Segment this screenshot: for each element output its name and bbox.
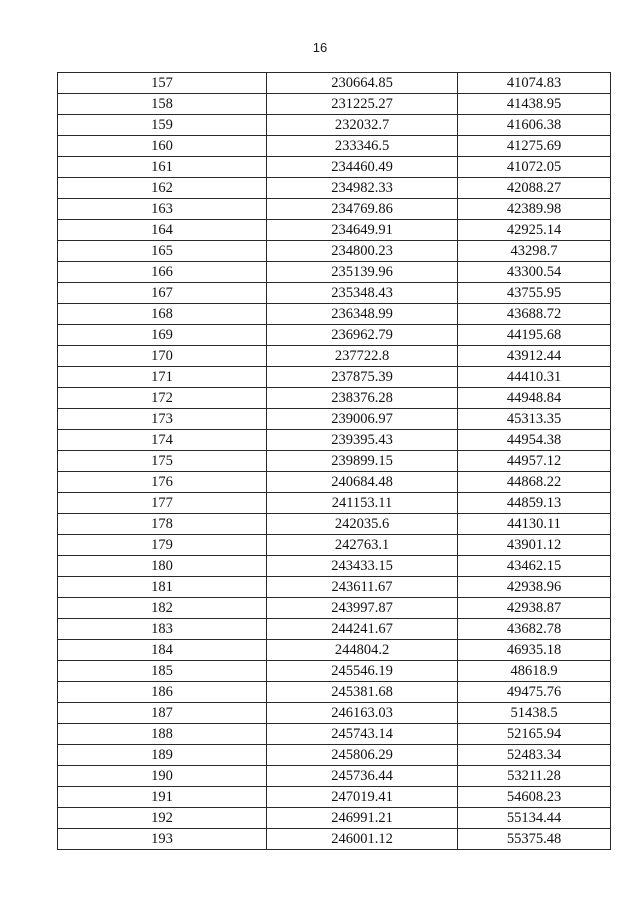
y-coordinate-cell: 41072.05 [458, 157, 611, 178]
x-coordinate-cell: 234982.33 [267, 178, 458, 199]
point-number-cell: 180 [58, 556, 267, 577]
x-coordinate-cell: 233346.5 [267, 136, 458, 157]
point-number-cell: 157 [58, 73, 267, 94]
point-number-cell: 171 [58, 367, 267, 388]
table-row [58, 136, 611, 157]
x-coordinate-cell: 240684.48 [267, 472, 458, 493]
y-coordinate-cell: 43300.54 [458, 262, 611, 283]
x-coordinate-cell: 232032.7 [267, 115, 458, 136]
point-number-cell: 188 [58, 724, 267, 745]
point-number-cell: 184 [58, 640, 267, 661]
y-coordinate-cell: 43688.72 [458, 304, 611, 325]
y-coordinate-cell: 48618.9 [458, 661, 611, 682]
x-coordinate-cell: 234769.86 [267, 199, 458, 220]
y-coordinate-cell: 44859.13 [458, 493, 611, 514]
x-coordinate-cell: 237875.39 [267, 367, 458, 388]
x-coordinate-cell: 246163.03 [267, 703, 458, 724]
table-row [58, 430, 611, 451]
y-coordinate-cell: 43755.95 [458, 283, 611, 304]
table-row [58, 115, 611, 136]
point-number-cell: 189 [58, 745, 267, 766]
x-coordinate-cell: 244804.2 [267, 640, 458, 661]
page-number: 16 [312, 40, 328, 55]
x-coordinate-cell: 245806.29 [267, 745, 458, 766]
table-row [58, 283, 611, 304]
point-number-cell: 179 [58, 535, 267, 556]
point-number-cell: 168 [58, 304, 267, 325]
point-number-cell: 181 [58, 577, 267, 598]
y-coordinate-cell: 44868.22 [458, 472, 611, 493]
y-coordinate-cell: 46935.18 [458, 640, 611, 661]
y-coordinate-cell: 43682.78 [458, 619, 611, 640]
x-coordinate-cell: 245381.68 [267, 682, 458, 703]
table-row [58, 724, 611, 745]
table-row [58, 514, 611, 535]
point-number-cell: 166 [58, 262, 267, 283]
point-number-cell: 175 [58, 451, 267, 472]
table-row [58, 241, 611, 262]
x-coordinate-cell: 239899.15 [267, 451, 458, 472]
table-row [58, 325, 611, 346]
table-row [58, 556, 611, 577]
y-coordinate-cell: 41275.69 [458, 136, 611, 157]
point-number-cell: 163 [58, 199, 267, 220]
table-row [58, 493, 611, 514]
x-coordinate-cell: 235348.43 [267, 283, 458, 304]
y-coordinate-cell: 42938.87 [458, 598, 611, 619]
x-coordinate-cell: 247019.41 [267, 787, 458, 808]
y-coordinate-cell: 41606.38 [458, 115, 611, 136]
table-row [58, 682, 611, 703]
table-row [58, 619, 611, 640]
y-coordinate-cell: 44195.68 [458, 325, 611, 346]
x-coordinate-cell: 237722.8 [267, 346, 458, 367]
point-number-cell: 159 [58, 115, 267, 136]
point-number-cell: 177 [58, 493, 267, 514]
table-row [58, 346, 611, 367]
x-coordinate-cell: 245743.14 [267, 724, 458, 745]
y-coordinate-cell: 51438.5 [458, 703, 611, 724]
table-row [58, 262, 611, 283]
x-coordinate-cell: 245736.44 [267, 766, 458, 787]
table-row [58, 598, 611, 619]
x-coordinate-cell: 243611.67 [267, 577, 458, 598]
x-coordinate-cell: 243997.87 [267, 598, 458, 619]
x-coordinate-cell: 236962.79 [267, 325, 458, 346]
table-row [58, 640, 611, 661]
y-coordinate-cell: 41074.83 [458, 73, 611, 94]
y-coordinate-cell: 44948.84 [458, 388, 611, 409]
table-row [58, 577, 611, 598]
table-row [58, 661, 611, 682]
y-coordinate-cell: 53211.28 [458, 766, 611, 787]
point-number-cell: 191 [58, 787, 267, 808]
table-row [58, 220, 611, 241]
y-coordinate-cell: 52165.94 [458, 724, 611, 745]
x-coordinate-cell: 246991.21 [267, 808, 458, 829]
x-coordinate-cell: 243433.15 [267, 556, 458, 577]
point-number-cell: 172 [58, 388, 267, 409]
y-coordinate-cell: 44410.31 [458, 367, 611, 388]
x-coordinate-cell: 241153.11 [267, 493, 458, 514]
table-row [58, 829, 611, 850]
point-number-cell: 190 [58, 766, 267, 787]
x-coordinate-cell: 238376.28 [267, 388, 458, 409]
x-coordinate-cell: 231225.27 [267, 94, 458, 115]
y-coordinate-cell: 54608.23 [458, 787, 611, 808]
point-number-cell: 164 [58, 220, 267, 241]
y-coordinate-cell: 42925.14 [458, 220, 611, 241]
y-coordinate-cell: 44957.12 [458, 451, 611, 472]
table-row [58, 409, 611, 430]
x-coordinate-cell: 239395.43 [267, 430, 458, 451]
table-row [58, 73, 611, 94]
y-coordinate-cell: 43901.12 [458, 535, 611, 556]
y-coordinate-cell: 44130.11 [458, 514, 611, 535]
point-number-cell: 192 [58, 808, 267, 829]
y-coordinate-cell: 43462.15 [458, 556, 611, 577]
point-number-cell: 186 [58, 682, 267, 703]
x-coordinate-cell: 246001.12 [267, 829, 458, 850]
table-row [58, 388, 611, 409]
table-row [58, 304, 611, 325]
table-row [58, 367, 611, 388]
x-coordinate-cell: 234649.91 [267, 220, 458, 241]
x-coordinate-cell: 235139.96 [267, 262, 458, 283]
coordinates-table [57, 72, 611, 850]
point-number-cell: 187 [58, 703, 267, 724]
point-number-cell: 173 [58, 409, 267, 430]
y-coordinate-cell: 55375.48 [458, 829, 611, 850]
point-number-cell: 167 [58, 283, 267, 304]
table-row [58, 199, 611, 220]
y-coordinate-cell: 42088.27 [458, 178, 611, 199]
table-row [58, 535, 611, 556]
y-coordinate-cell: 43298.7 [458, 241, 611, 262]
table-row [58, 451, 611, 472]
x-coordinate-cell: 234460.49 [267, 157, 458, 178]
point-number-cell: 185 [58, 661, 267, 682]
x-coordinate-cell: 242035.6 [267, 514, 458, 535]
point-number-cell: 174 [58, 430, 267, 451]
y-coordinate-cell: 55134.44 [458, 808, 611, 829]
table-row [58, 808, 611, 829]
point-number-cell: 161 [58, 157, 267, 178]
coordinates-table-body [58, 73, 611, 850]
y-coordinate-cell: 41438.95 [458, 94, 611, 115]
point-number-cell: 160 [58, 136, 267, 157]
point-number-cell: 158 [58, 94, 267, 115]
x-coordinate-cell: 234800.23 [267, 241, 458, 262]
table-row [58, 178, 611, 199]
x-coordinate-cell: 239006.97 [267, 409, 458, 430]
y-coordinate-cell: 43912.44 [458, 346, 611, 367]
point-number-cell: 170 [58, 346, 267, 367]
table-row [58, 703, 611, 724]
table-row [58, 157, 611, 178]
y-coordinate-cell: 49475.76 [458, 682, 611, 703]
point-number-cell: 162 [58, 178, 267, 199]
y-coordinate-cell: 42938.96 [458, 577, 611, 598]
y-coordinate-cell: 45313.35 [458, 409, 611, 430]
table-row [58, 94, 611, 115]
point-number-cell: 183 [58, 619, 267, 640]
point-number-cell: 193 [58, 829, 267, 850]
table-row [58, 766, 611, 787]
y-coordinate-cell: 44954.38 [458, 430, 611, 451]
point-number-cell: 176 [58, 472, 267, 493]
y-coordinate-cell: 52483.34 [458, 745, 611, 766]
x-coordinate-cell: 236348.99 [267, 304, 458, 325]
table-row [58, 472, 611, 493]
x-coordinate-cell: 242763.1 [267, 535, 458, 556]
point-number-cell: 178 [58, 514, 267, 535]
point-number-cell: 182 [58, 598, 267, 619]
x-coordinate-cell: 244241.67 [267, 619, 458, 640]
table-row [58, 787, 611, 808]
x-coordinate-cell: 245546.19 [267, 661, 458, 682]
table-row [58, 745, 611, 766]
x-coordinate-cell: 230664.85 [267, 73, 458, 94]
y-coordinate-cell: 42389.98 [458, 199, 611, 220]
point-number-cell: 169 [58, 325, 267, 346]
point-number-cell: 165 [58, 241, 267, 262]
